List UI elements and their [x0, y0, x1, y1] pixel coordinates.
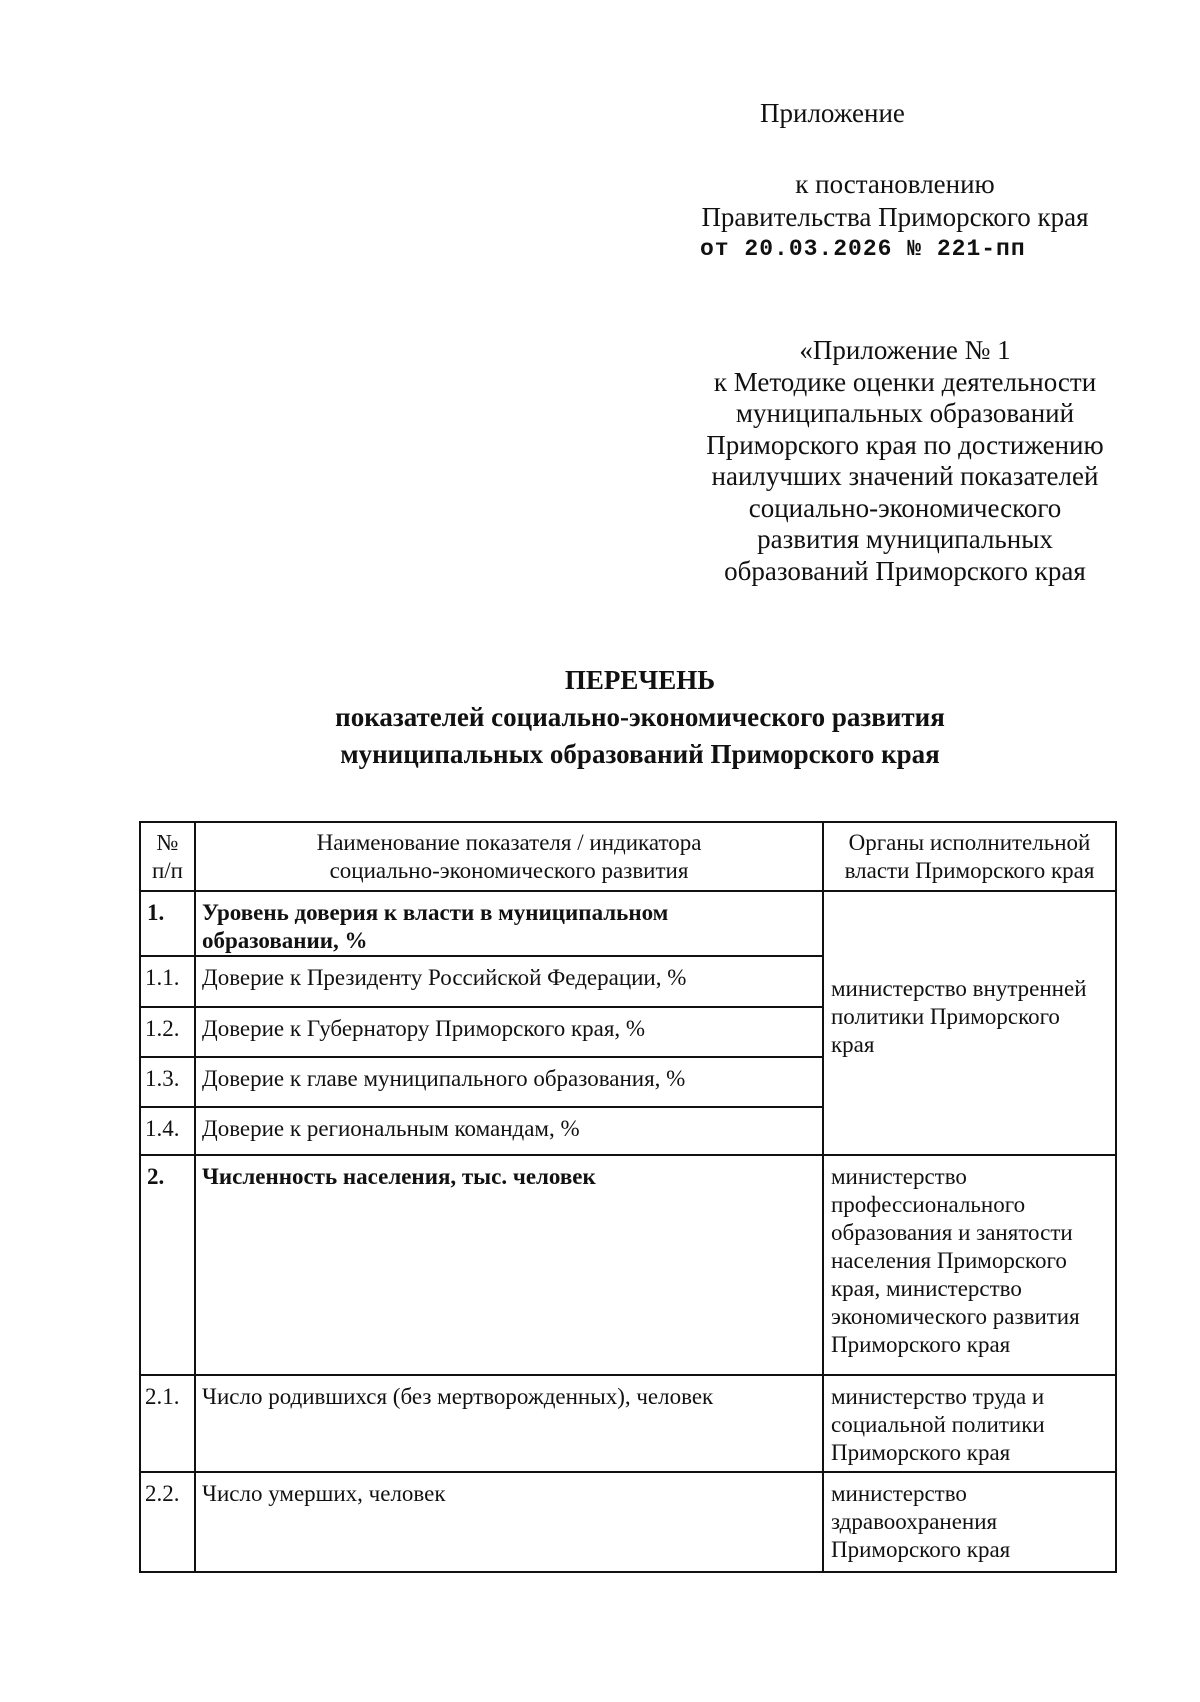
table-border-col2: [822, 821, 824, 1573]
title-main: ПЕРЕЧЕНЬ: [564, 665, 716, 695]
row-name-line: Уровень доверия к власти в муниципальном: [202, 900, 669, 925]
header-authority: [824, 829, 1115, 885]
appendix-1-heading: [670, 335, 1140, 587]
row-indicator-name: Число родившихся (без мертворожденных), человек: [202, 1384, 714, 1409]
row-num: 1.1.: [145, 965, 180, 990]
row-authority: [831, 1163, 1113, 1359]
header-org-line: Органы исполнительной: [848, 830, 1091, 855]
authority-line: края, министерство: [831, 1276, 1022, 1301]
header-org-line: власти Приморского края: [844, 858, 1095, 883]
row-divider: [139, 1056, 824, 1058]
row-num: 1.3.: [145, 1066, 180, 1091]
row-divider: [139, 890, 1117, 892]
row-indicator-name: [202, 899, 817, 955]
row-num: 1.2.: [145, 1016, 180, 1041]
header-num-line: п/п: [151, 858, 183, 883]
appendix-1-line: к Методике оценки деятельности: [713, 366, 1097, 397]
authority-line: социальной политики: [831, 1412, 1045, 1437]
authority-line: образования и занятости: [831, 1220, 1073, 1245]
table-border-left: [139, 821, 141, 1573]
table-border-top: [139, 821, 1117, 823]
appendix-1-line: «Приложение № 1: [799, 335, 1011, 365]
authority-line: министерство: [831, 1481, 967, 1506]
appendix-1-line: наилучших значений показателей: [711, 461, 1099, 491]
header-num: [141, 829, 194, 885]
row-divider: [139, 1006, 824, 1008]
table-border-right: [1115, 821, 1117, 1573]
header-indicator-name: [196, 829, 822, 885]
appendix-label: Приложение: [760, 98, 905, 128]
government-text: Правительства Приморского края: [701, 202, 1089, 232]
authority-line: министерство: [831, 1164, 967, 1189]
authority-line: здравоохранения: [831, 1509, 998, 1534]
authority-line: Приморского края: [831, 1537, 1011, 1562]
row-divider: [139, 1106, 824, 1108]
header-num-line: №: [156, 830, 179, 855]
row-authority: [831, 1383, 1113, 1467]
appendix-1-line: Приморского края по достижению: [706, 429, 1104, 460]
header-name-line: Наименование показателя / индикатора: [316, 830, 702, 855]
authority-line: Приморского края: [831, 1440, 1011, 1465]
appendix-1-line: образований Приморского края: [724, 555, 1086, 586]
appendix-1-line: социально-экономического: [748, 492, 1062, 523]
row-name-line: образовании, %: [202, 928, 368, 953]
authority-line: профессионального: [831, 1192, 1026, 1217]
title-subtitle-1: показателей социально-экономического развития: [335, 702, 945, 732]
row-indicator-name: Доверие к Президенту Российской Федерации, %: [202, 965, 687, 990]
row-divider: [139, 1374, 1117, 1376]
table-border-bottom: [139, 1571, 1117, 1573]
row-num: 2.: [147, 1164, 165, 1189]
decree-number-stamp: от 20.03.2026 № 221-пп: [700, 236, 1026, 262]
document-title: [200, 662, 1080, 773]
row-num: 2.2.: [145, 1481, 180, 1506]
to-decree-text: к постановлению: [795, 169, 995, 199]
indicators-table: [139, 821, 1200, 1573]
authority-line: экономического развития: [831, 1304, 1080, 1329]
row-authority: [831, 975, 1111, 1059]
row-num: 2.1.: [145, 1384, 180, 1409]
row-indicator-name: Доверие к региональным командам, %: [202, 1116, 580, 1141]
authority-line: министерство внутренней: [831, 976, 1087, 1001]
row-divider: [139, 1471, 1117, 1473]
row-indicator-name: Численность населения, тыс. человек: [202, 1164, 596, 1189]
row-indicator-name: Доверие к Губернатору Приморского края, %: [202, 1016, 646, 1041]
row-indicator-name: Доверие к главе муниципального образования, %: [202, 1066, 686, 1091]
row-num: 1.: [147, 900, 165, 925]
row-num: 1.4.: [145, 1116, 180, 1141]
decree-reference: [660, 168, 1130, 234]
row-divider: [139, 1154, 1117, 1156]
row-divider: [139, 955, 824, 957]
title-subtitle-2: муниципальных образований Приморского края: [340, 739, 940, 769]
appendix-1-line: муниципальных образований: [735, 398, 1075, 428]
appendix-1-line: развития муниципальных: [757, 524, 1053, 554]
header-name-line: социально-экономического развития: [329, 858, 689, 883]
authority-line: министерство труда и: [831, 1384, 1045, 1409]
authority-line: населения Приморского: [831, 1248, 1067, 1273]
authority-line: Приморского края: [831, 1332, 1011, 1357]
authority-line: края: [831, 1032, 875, 1057]
row-authority: [831, 1480, 1113, 1564]
authority-line: политики Приморского: [831, 1004, 1060, 1029]
row-indicator-name: Число умерших, человек: [202, 1481, 446, 1506]
table-border-col1: [194, 821, 196, 1573]
